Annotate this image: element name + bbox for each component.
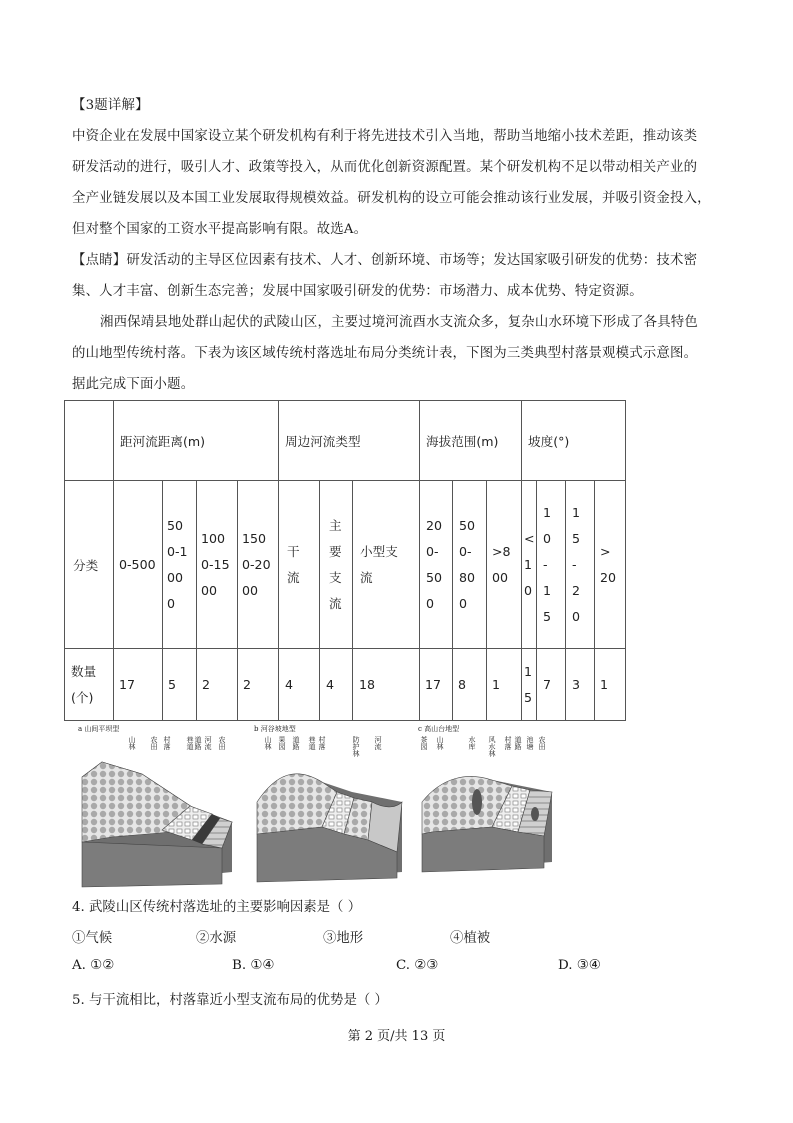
table-cell (487, 649, 522, 721)
table-cell (163, 649, 197, 721)
panel-c-title: c 高山台地型 (418, 725, 460, 733)
count-value: 1 (600, 677, 609, 692)
category-label: 500-1000 (167, 517, 188, 611)
village-stats-table (64, 400, 626, 721)
count-value: 7 (543, 677, 552, 692)
count-value: 17 (119, 677, 136, 692)
panel-a-labels (128, 735, 226, 751)
table-cell (320, 649, 353, 721)
category-label: 200-500 (426, 517, 443, 611)
category-label: 500-800 (459, 517, 476, 611)
group-header-river-distance (114, 401, 279, 481)
category-label: 主要支流 (329, 517, 342, 611)
category-label: 1500-2000 (242, 530, 271, 598)
label-alley: 巷道 (186, 736, 194, 750)
table-corner (65, 401, 114, 481)
label-road: 道路 (194, 736, 202, 750)
q4-option-a[interactable]: A. ①② (72, 958, 115, 973)
page-footer: 第 2 页/共 13 页 (347, 1029, 446, 1044)
count-value: 15 (524, 663, 533, 705)
table-cell (238, 481, 279, 649)
label-road: 道路 (514, 736, 522, 750)
table-cell (353, 649, 420, 721)
q3-line-3: 全产业链发展以及本国工业发展取得规模效益。研发机构的设立可能会推动该行业发展，并吸引资金投入， (72, 191, 711, 206)
table-cell (238, 649, 279, 721)
panel-c-block (422, 776, 552, 872)
table-cell (566, 481, 595, 649)
q4-item-2: ②水源 (196, 931, 237, 946)
category-label: 干流 (287, 543, 300, 585)
intro-line-1: 湘西保靖县地处群山起伏的武陵山区，主要过境河流酉水支流众多，复杂山水环境下形成了各具特色 (100, 315, 698, 330)
table-cell (279, 481, 320, 649)
label-river: 河流 (204, 736, 212, 750)
category-label: >800 (492, 543, 511, 585)
label-road: 道路 (292, 736, 300, 750)
group-label: 坡度(°) (528, 434, 570, 449)
table-cell (420, 481, 453, 649)
count-value: 5 (168, 677, 177, 692)
label-shelter-forest: 防护林 (352, 736, 360, 757)
table-cell (453, 649, 487, 721)
category-label: >20 (600, 543, 617, 585)
label-mountain-forest: 山林 (128, 736, 136, 750)
table-cell (537, 649, 566, 721)
group-label: 海拔范围(m) (426, 434, 499, 449)
label-reservoir: 水库 (468, 736, 476, 750)
table-cell (522, 649, 537, 721)
group-header-slope (522, 401, 626, 481)
label-village: 村落 (318, 736, 326, 750)
label-village: 村落 (163, 736, 171, 750)
table-cell (353, 481, 420, 649)
q5-stem: 5. 与干流相比，村落靠近小型支流布局的优势是（ ） (72, 993, 388, 1008)
group-label: 周边河流类型 (285, 434, 361, 449)
count-value: 8 (458, 677, 467, 692)
table-cell (537, 481, 566, 649)
group-header-elevation (420, 401, 522, 481)
label-alley: 巷道 (308, 736, 316, 750)
label-fengshui-forest: 风水林 (488, 736, 496, 757)
category-label: 15-20 (572, 504, 581, 624)
row-label-class (65, 481, 114, 649)
row-label-count (65, 649, 114, 721)
q4-option-c[interactable]: C. ②③ (396, 958, 439, 973)
panel-b-block (257, 774, 402, 882)
village-landscape-figure (72, 722, 584, 892)
count-value: 1 (492, 677, 501, 692)
count-value: 18 (359, 677, 376, 692)
q3-heading: 【3题详解】 (72, 98, 149, 113)
label-river: 河流 (374, 736, 382, 750)
panel-b-title: b 河谷坡地型 (254, 725, 296, 733)
label-farmland: 农田 (538, 736, 546, 750)
category-label: 小型支流 (360, 543, 398, 585)
table-cell (420, 649, 453, 721)
count-value: 4 (326, 677, 335, 692)
panel-c-labels (420, 735, 546, 758)
table-cell (114, 481, 163, 649)
count-value: 4 (285, 677, 294, 692)
table-cell (197, 649, 238, 721)
tips-line-1: 【点睛】研发活动的主导区位因素有技术、人才、创新环境、市场等；发达国家吸引研发的优势：技术密 (72, 253, 698, 268)
panel-a-title: a 山间平坝型 (78, 725, 120, 733)
count-value: 17 (425, 677, 442, 692)
label-farmland: 农田 (218, 736, 226, 750)
category-label: <10 (524, 530, 535, 598)
label-village: 村落 (504, 736, 512, 750)
table-cell (320, 481, 353, 649)
count-value: 3 (572, 677, 581, 692)
tips-line-2: 集、人才丰富、创新生态完善；发展中国家吸引研发的优势：市场潜力、成本优势、特定资源。 (72, 284, 643, 299)
q4-item-1: ①气候 (72, 931, 113, 946)
q4-item-3: ③地形 (323, 931, 364, 946)
q3-line-2: 研发活动的进行，吸引人才、政策等投入，从而优化创新资源配置。某个研发机构不足以带动相关产业的 (72, 160, 698, 175)
intro-line-3: 据此完成下面小题。 (72, 377, 195, 392)
q4-option-d[interactable]: D. ③④ (558, 958, 601, 973)
table-cell (114, 649, 163, 721)
row-label-text: 分类 (73, 558, 99, 573)
q3-line-4: 但对整个国家的工资水平提高影响有限。故选A。 (72, 222, 368, 237)
group-label: 距河流距离(m) (120, 434, 206, 449)
category-label: 0-500 (119, 556, 156, 572)
table-cell (453, 481, 487, 649)
intro-line-2: 的山地型传统村落。下表为该区域传统村落选址布局分类统计表，下图为三类典型村落景观模式示意图。 (72, 346, 698, 361)
panel-a-block (82, 762, 232, 887)
panel-b-labels (264, 735, 382, 758)
label-tea-garden: 茶园 (420, 736, 428, 750)
count-value: 2 (243, 677, 252, 692)
table-cell (595, 481, 626, 649)
label-pond: 池塘 (526, 736, 534, 750)
count-value: 2 (202, 677, 211, 692)
label-mountain-forest: 山林 (264, 736, 272, 750)
label-farmland: 农田 (150, 736, 158, 750)
table-cell (279, 649, 320, 721)
table-cell (595, 649, 626, 721)
row-label-text: 数量(个) (71, 663, 97, 705)
table-cell (197, 481, 238, 649)
table-cell (487, 481, 522, 649)
q4-stem: 4. 武陵山区传统村落选址的主要影响因素是（ ） (72, 900, 362, 915)
q4-option-b[interactable]: B. ①④ (232, 958, 275, 973)
q3-line-1: 中资企业在发展中国家设立某个研发机构有利于将先进技术引入当地，帮助当地缩小技术差距，推动该类 (72, 129, 698, 144)
category-label: 1000-1500 (201, 530, 230, 598)
passage-block (72, 90, 724, 400)
group-header-river-type (279, 401, 420, 481)
label-mountain-forest: 山林 (436, 736, 444, 750)
category-label: 10-15 (543, 504, 552, 624)
label-orchard: 果园 (278, 736, 286, 750)
q4-item-4: ④植被 (450, 931, 491, 946)
table-cell (566, 649, 595, 721)
table-cell (522, 481, 537, 649)
table-cell (163, 481, 197, 649)
